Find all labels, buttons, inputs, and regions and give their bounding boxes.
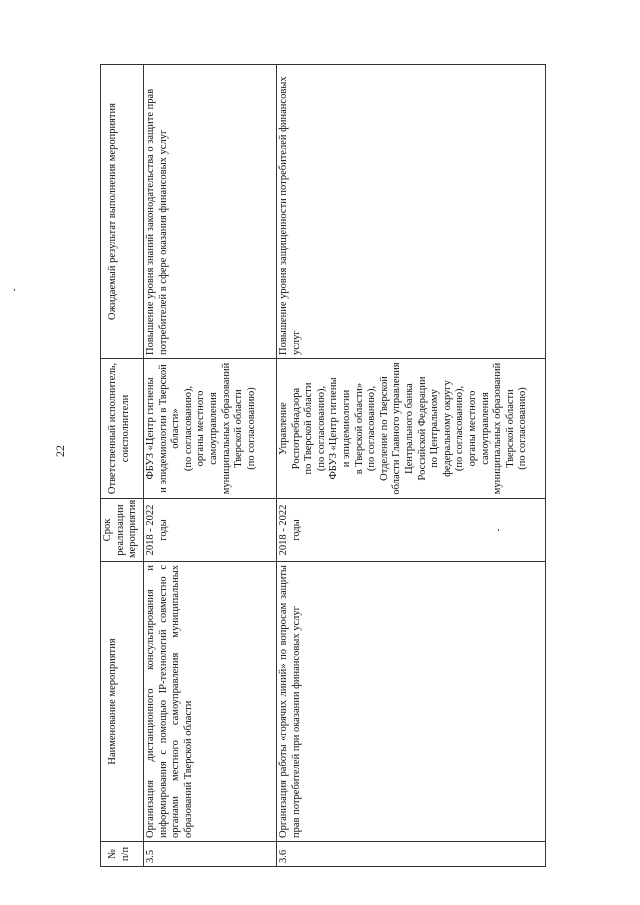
executor-line: Центрального банка [403, 383, 415, 474]
page-number: 22 [53, 445, 67, 457]
table-header-row [101, 65, 144, 866]
row-result: Повышение уровня защищенности потребителей финансовых услуг [278, 76, 302, 355]
executor-line: (по согласованию) [245, 387, 257, 470]
executor-line: Роспотребнадзора [290, 387, 302, 470]
scan-speck [14, 289, 15, 291]
row-num: 3.5 [144, 841, 276, 866]
row-name: Организация работы «горячих линий» по вопросам защиты прав потребителей при оказании финансовых услуг [277, 561, 545, 841]
executor-line: Отделение по Тверской [378, 376, 390, 481]
table-row [144, 65, 277, 866]
row-term: 2018 - 2022 годы [144, 498, 276, 561]
executor-line: (по согласованию), [454, 385, 466, 472]
executor-line: (по согласованию), [182, 385, 194, 472]
executor-line: федеральному округу [441, 380, 453, 477]
executor-line: (по согласованию), [366, 385, 378, 472]
executor-line: (по согласованию) [517, 387, 529, 470]
executor-line: муниципальных образований [492, 362, 504, 495]
executor-line: ФБУЗ «Центр гигиены [328, 377, 340, 480]
header-name: Наименование мероприятия [101, 561, 143, 841]
executor-line: и эпидемиологии в Тверской [157, 364, 169, 493]
row-result: Повышение уровня знаний законодательства о защите прав потребителей в сфере оказания финансовых услуг [145, 88, 169, 355]
measures-table [100, 64, 546, 867]
executor-line: и эпидемиологии [340, 389, 352, 468]
executor-line: органы местного [195, 390, 207, 467]
executor-line: по Центральному [429, 389, 441, 468]
row-executor [144, 358, 276, 498]
row-term: 2018 - 2022 годы [277, 498, 545, 561]
executor-line: области» [170, 408, 182, 449]
executor-line: области Главного управления [391, 362, 403, 495]
executor-line: Российской Федерации [416, 376, 428, 481]
executor-line: (по согласованию), [315, 385, 327, 472]
executor-line: по Тверской области [303, 382, 315, 475]
executor-line: Тверской области [233, 389, 245, 468]
executor-line: самоуправления [479, 392, 491, 465]
header-num: № п/п [101, 841, 143, 866]
row-executor [277, 358, 545, 498]
executor-line: в Тверской области» [353, 382, 365, 475]
row-name: Организация дистанционного консультирования и информирования с помощью IP-технологий совместно с органами местного самоуправления муниципальных образований Тверской области [144, 561, 276, 841]
executor-line: Тверской области [504, 389, 516, 468]
header-executor: Ответственный исполнитель, соисполнители [101, 358, 143, 498]
table-row [277, 65, 545, 866]
row-num: 3.6 [277, 841, 545, 866]
executor-line: органы местного [466, 390, 478, 467]
header-result: Ожидаемый результат выполнения мероприятия [107, 103, 118, 320]
table-rotated-wrapper [100, 64, 546, 867]
executor-line: Управление [278, 402, 289, 455]
executor-line: муниципальных образований [220, 362, 232, 495]
header-term: Срок реализации мероприятия [101, 498, 143, 561]
executor-line: ФБУЗ «Центр гигиены [145, 377, 156, 480]
executor-line: самоуправления [207, 392, 219, 465]
